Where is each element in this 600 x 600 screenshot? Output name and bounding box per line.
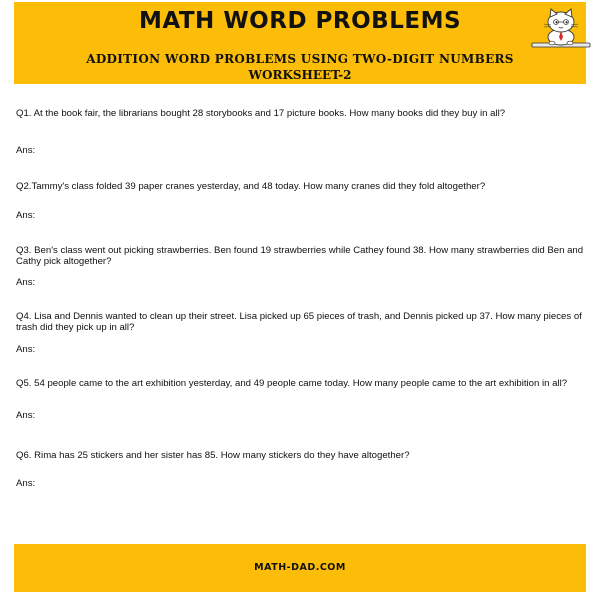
answer-label: Ans: [16,344,36,355]
question-text: Q4. Lisa and Dennis wanted to clean up their street. Lisa picked up 65 pieces of trash, and Dennis picked up 37. How many pieces of trash did they pick up in all? [16,311,582,333]
page-subtitle: ADDITION WORD PROBLEMS USING TWO-DIGIT NUMBERS [86,52,514,66]
question-text: Q3. Ben's class went out picking strawberries. Ben found 19 strawberries while Cathey found 38. How many strawberries did Ben and Cathy pick altogether? [16,245,584,267]
question-text: Q6. Rima has 25 stickers and her sister has 85. How many stickers do they have altogether? [16,450,410,461]
question-item [16,378,588,389]
question-item [16,108,588,119]
question-item [16,450,588,461]
answer-label: Ans: [16,410,36,421]
answer-label: Ans: [16,210,36,221]
question-item [16,181,588,192]
question-item [16,311,588,333]
answer-area [16,344,35,355]
question-text: Q2.Tammy's class folded 39 paper cranes yesterday, and 48 today. How many cranes did they fold altogether? [16,181,486,192]
answer-area [16,145,35,156]
page-title: MATH WORD PROBLEMS [138,8,462,34]
answer-area [16,277,35,288]
answer-area [16,478,35,489]
answer-label: Ans: [16,478,36,489]
answer-label: Ans: [16,145,36,156]
question-item [16,245,588,267]
answer-area [16,210,35,221]
answer-label: Ans: [16,277,36,288]
footer-site-name: MATH-DAD.COM [254,562,346,573]
cat-mascot-icon [530,7,592,51]
answer-area [16,410,35,421]
question-text: Q5. 54 people came to the art exhibition yesterday, and 49 people came today. How many people came to the art exhibition in all? [16,378,568,389]
question-text: Q1. At the book fair, the librarians bought 28 storybooks and 17 picture books. How many books did they buy in all? [16,108,506,119]
worksheet-label: WORKSHEET-2 [248,68,352,82]
footer-banner [14,544,586,592]
header-banner [14,2,586,84]
